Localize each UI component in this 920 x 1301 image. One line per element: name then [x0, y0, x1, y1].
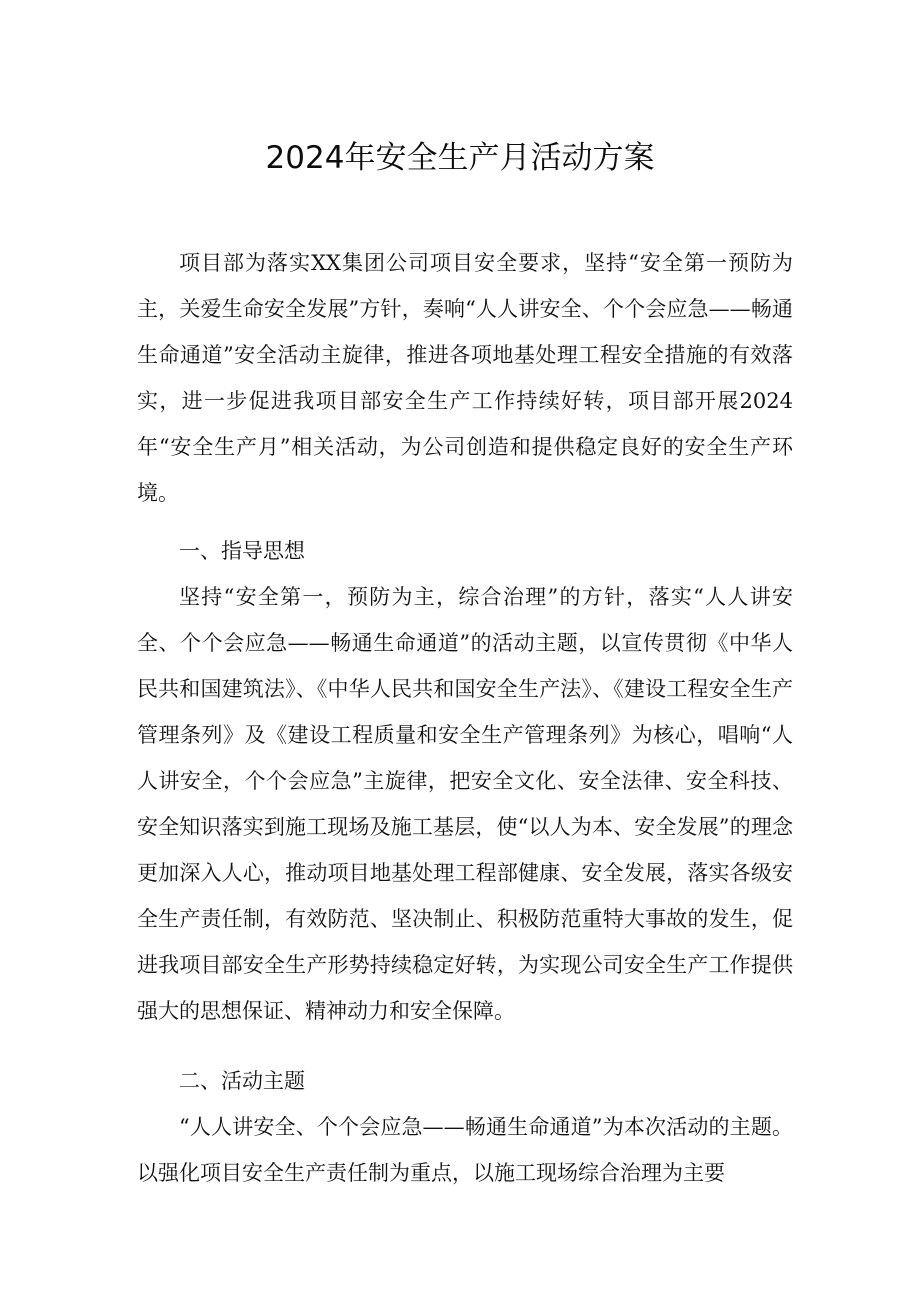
section-heading-activity-theme: 二、活动主题 [179, 1069, 305, 1093]
intro-paragraph: 项目部为落实XX集团公司项目安全要求，坚持“安全第一预防为主，关爱生命安全发展”方针，奏响“人人讲安全、个个会应急——畅通生命通道”安全活动主旋律，推进各项地基处理工程安全措施的有效落实，进一步促进我项目部安全生产工作持续好转，项目部开展2024年“安全生产月”相关活动，为公司创造和提供稳定良好的安全生产环境。 [137, 251, 793, 505]
section-paragraph-guiding-ideology: 坚持“安全第一，预防为主，综合治理”的方针，落实“人人讲安全、个个会应急——畅通生命通道”的活动主题，以宣传贯彻《中华人民共和国建筑法》、《中华人民共和国安全生产法》、《建设工程安全生产管理条列》及《建设工程质量和安全生产管理条列》为核心，唱响“人人讲安全，个个会应急”主旋律，把安全文化、安全法律、安全科技、安全知识落实到施工现场及施工基层，使“以人为本、安全发展”的理念更加深入人心，推动项目地基处理工程部健康、安全发展，落实各级安全生产责任制，有效防范、坚决制止、积极防范重特大事故的发生，促进我项目部安全生产形势持续稳定好转，为实现公司安全生产工作提供强大的思想保证、精神动力和安全保障。 [137, 585, 793, 1023]
section-heading-guiding-ideology: 一、指导思想 [179, 539, 305, 563]
document-title: 2024年安全生产月活动方案 [265, 140, 655, 176]
section-paragraph-activity-theme: “人人讲安全、个个会应急——畅通生命通道”为本次活动的主题。以强化项目安全生产责任制为重点，以施工现场综合治理为主要 [137, 1115, 793, 1185]
